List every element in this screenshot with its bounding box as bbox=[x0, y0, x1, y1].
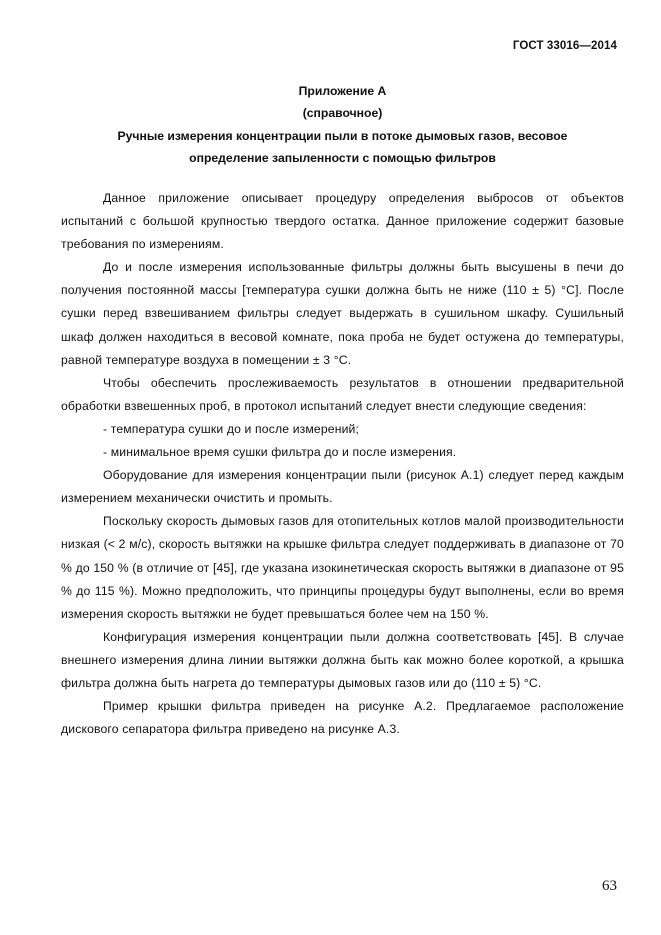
paragraph: Данное приложение описывает процедуру определения выбросов от объектов испытаний с большой крупностью твердого остатка. Данное приложение содержит базовые требования по измерениям. bbox=[61, 191, 624, 252]
body-text bbox=[61, 187, 624, 741]
paragraph: Поскольку скорость дымовых газов для отопительных котлов малой производительности низкая (< 2 м/с), скорость вытяжки на крышке фильтра следует поддерживать в диапазоне от 70 % до 150 % (в отличие от [45], где указана изокинетическая скорость вытяжки в диапазоне от 95 % до 115 %). Можно предположить, что принципы процедуры будут выполнены, если во время измерения скорость вытяжки не будет превышаться более чем на 150 %. bbox=[61, 514, 624, 621]
appendix-label: Приложение А bbox=[298, 84, 387, 98]
list-item: - температура сушки до и после измерений; bbox=[103, 421, 360, 436]
appendix-title-line-2: определение запыленности с помощью фильтров bbox=[189, 150, 496, 165]
list-item: - минимальное время сушки фильтра до и после измерения. bbox=[103, 445, 457, 460]
paragraph: Оборудование для измерения концентрации пыли (рисунок А.1) следует перед каждым измерением механически очистить и промыть. bbox=[61, 468, 624, 506]
appendix-status: (справочное) bbox=[302, 106, 383, 121]
paragraph: До и после измерения использованные фильтры должны быть высушены в печи до получения постоянной массы [температура сушки должна быть не ниже (110 ± 5) °С]. После сушки перед взвешиванием фильтры следует выдержать в сушильном шкафу. Сушильный шкаф должен находиться в весовой комнате, пока проба не будет остужена до температуры, равной температуре воздуха в помещении ± 3 °С. bbox=[61, 260, 624, 367]
page-number: 63 bbox=[602, 878, 617, 894]
paragraph: Конфигурация измерения концентрации пыли должна соответствовать [45]. В случае внешнего измерения длина линии вытяжки должна быть как можно более короткой, а крышка фильтра должна быть нагрета до температуры дымовых газов или до (110 ± 5) °С. bbox=[61, 629, 624, 690]
appendix-heading bbox=[60, 80, 625, 169]
document-code: ГОСТ 33016—2014 bbox=[512, 40, 617, 52]
appendix-title-line-1: Ручные измерения концентрации пыли в потоке дымовых газов, весовое bbox=[117, 128, 568, 143]
paragraph: Пример крышки фильтра приведен на рисунке А.2. Предлагаемое расположение дискового сепаратора фильтра приведено на рисунке А.3. bbox=[61, 699, 624, 737]
paragraph: Чтобы обеспечить прослеживаемость результатов в отношении предварительной обработки взвешенных проб, в протокол испытаний следует внести следующие сведения: bbox=[61, 375, 624, 413]
